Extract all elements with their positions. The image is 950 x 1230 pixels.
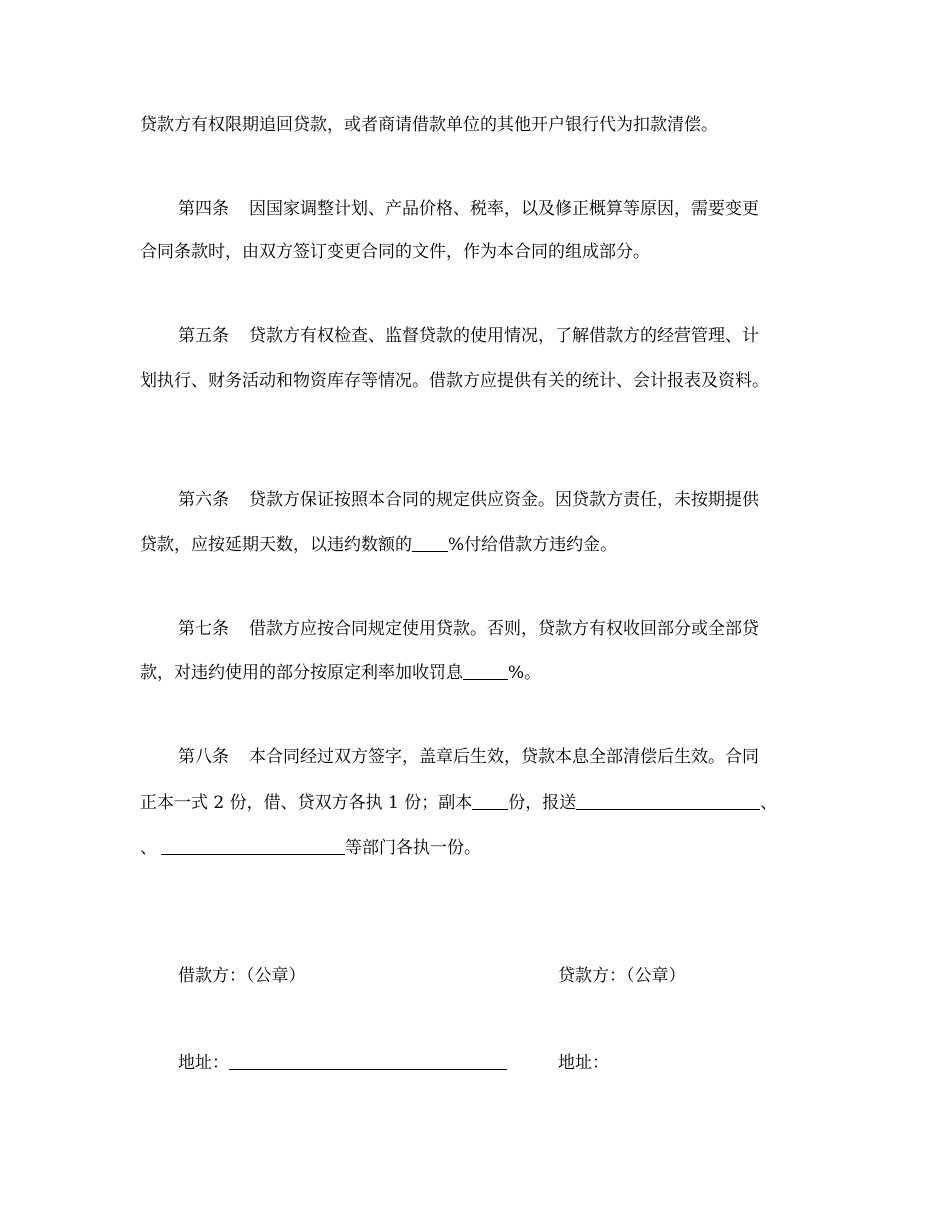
lender-address-label: 地址：	[558, 1053, 609, 1073]
article-8-number: 第八条	[178, 747, 229, 767]
interest-rate-blank	[463, 661, 508, 680]
borrower-address-row	[178, 1051, 507, 1075]
article-7-text-cont: 款，对违约使用的部分按原定利率加收罚息	[140, 663, 463, 683]
article-6-line-2	[140, 533, 617, 557]
article-4-text-cont: 合同条款时，由双方签订变更合同的文件，作为本合同的组成部分。	[140, 242, 650, 262]
article-5-number: 第五条	[178, 326, 229, 346]
penalty-rate-blank	[412, 533, 448, 552]
article-5-text-cont: 划执行、财务活动和物资库存等情况。借款方应提供有关的统计、会计报表及资料。	[140, 371, 769, 391]
article-8-separator-2: 、	[140, 838, 157, 858]
paragraph-line-continuation	[140, 113, 718, 137]
article-8-line-2	[140, 791, 777, 815]
article-7-line-1	[178, 617, 759, 641]
copies-count-blank	[472, 791, 508, 810]
article-8-line-3	[140, 836, 481, 860]
article-7-text-end: %。	[508, 663, 542, 683]
article-4-number: 第四条	[178, 199, 229, 219]
article-6-text: 贷款方保证按照本合同的规定供应资金。因贷款方责任，未按期提供	[249, 490, 759, 510]
article-5-text: 贷款方有权检查、监督贷款的使用情况，了解借款方的经营管理、计	[249, 326, 759, 346]
article-4-text: 因国家调整计划、产品价格、税率，以及修正概算等原因，需要变更	[249, 199, 759, 219]
article-7-number: 第七条	[178, 619, 229, 639]
borrower-address-blank	[229, 1051, 507, 1070]
article-8-text: 本合同经过双方签字，盖章后生效，贷款本息全部清偿后生效。合同	[249, 747, 759, 767]
article-8-text-end: 等部门各执一份。	[345, 838, 481, 858]
article-8-separator: 、	[760, 793, 778, 813]
article-4-line-1	[178, 197, 759, 221]
text: 贷款方有权限期追回贷款，或者商请借款单位的其他开户银行代为扣款清偿。	[140, 115, 718, 135]
borrower-seal-label: 借款方：（公章）	[178, 966, 306, 986]
article-4-line-2	[140, 240, 650, 264]
article-8-line-1	[178, 745, 759, 769]
article-5-line-2	[140, 369, 769, 393]
article-8-text-cont: 正本一式 2 份，借、贷双方各执 1 份；副本	[140, 793, 473, 813]
article-6-text-cont: 贷款，应按延期天数，以违约数额的	[140, 535, 412, 555]
article-6-number: 第六条	[178, 490, 229, 510]
recipient-blank-2	[161, 836, 345, 855]
lender-seal-label: 贷款方：（公章）	[558, 966, 686, 986]
article-7-text: 借款方应按合同规定使用贷款。否则，贷款方有权收回部分或全部贷	[249, 619, 759, 639]
borrower-address-label: 地址：	[178, 1053, 229, 1073]
recipient-blank-1	[576, 791, 760, 810]
article-7-line-2	[140, 661, 541, 685]
article-6-line-1	[178, 488, 759, 512]
article-8-text-mid: 份，报送	[508, 793, 577, 813]
article-5-line-1	[178, 324, 759, 348]
article-6-text-end: %付给借款方违约金。	[448, 535, 618, 555]
